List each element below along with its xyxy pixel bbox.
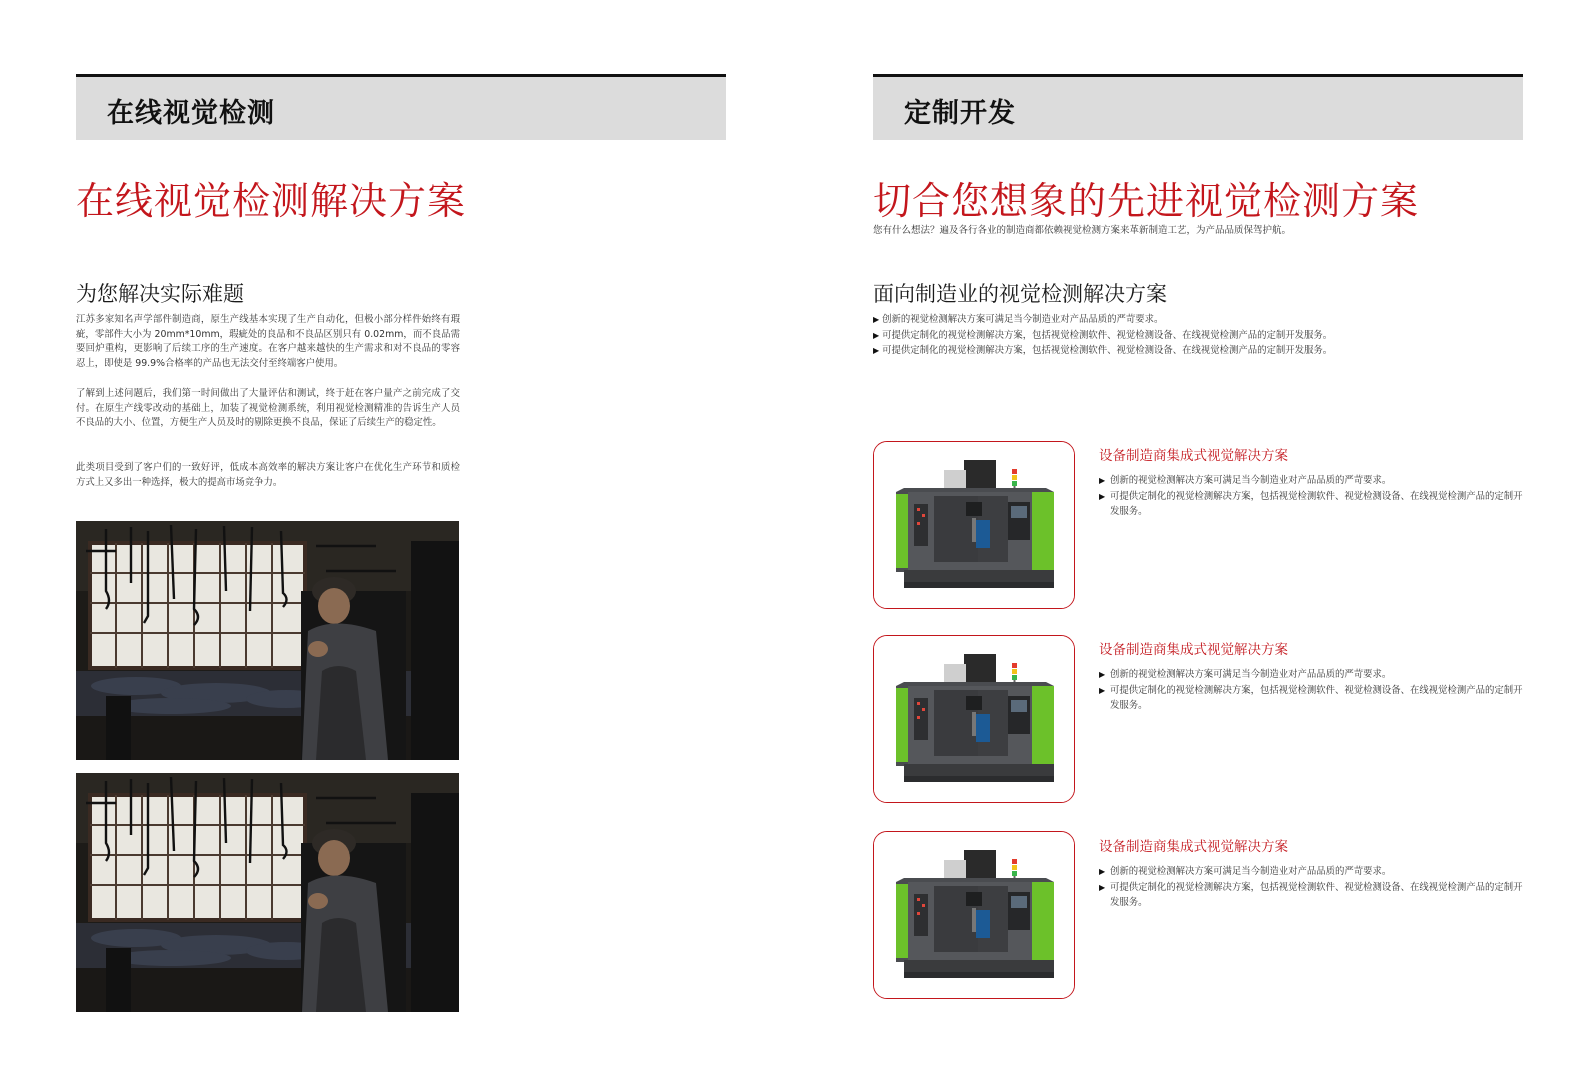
list-item <box>1099 880 1523 911</box>
list-item <box>1099 864 1523 880</box>
intro-text: 您有什么想法？遍及各行各业的制造商都依赖视觉检测方案来革新制造工艺，为产品品质保驾护航。 <box>873 225 1292 236</box>
card-title: 设备制造商集成式视觉解决方案 <box>1099 642 1288 658</box>
cnc-machine-image <box>874 442 1074 608</box>
list-item <box>873 312 1523 328</box>
list-item <box>1099 683 1523 714</box>
machine-image-card <box>873 635 1075 803</box>
bullet-text: 可提供定制化的视觉检测解决方案，包括视觉检测软件、视觉检测设备、在线视觉检测产品的定制开发服务。 <box>1110 881 1523 908</box>
paragraph: 江苏多家知名声学部件制造商，原生产线基本实现了生产自动化，但极小部分样件始终有瑕疵，零部件大小为 20mm*10mm，瑕疵处的良品和不良品区别只有 0.02mm，而不良品需要回炉重构，更影响了后续工序的生产速度。在客户越来越快的生产需求和对不良品的零容忍上，即使是 99.9%合格率的产品也无法交付至终端客户使用。 <box>76 314 460 369</box>
list-item <box>873 328 1523 344</box>
bullet-text: 创新的视觉检测解决方案可满足当今制造业对产品品质的严苛要求。 <box>882 314 1164 325</box>
section-header <box>76 74 726 140</box>
list-item <box>873 343 1523 359</box>
list-item <box>1099 489 1523 520</box>
subheading: 为您解决实际难题 <box>76 282 244 306</box>
card-text <box>1099 444 1523 520</box>
triangle-bullet-icon: ▶ <box>873 346 880 355</box>
list-item <box>1099 473 1523 489</box>
paragraph-block <box>76 461 460 490</box>
triangle-bullet-icon: ▶ <box>873 315 880 324</box>
section-header <box>873 74 1523 140</box>
bullet-text: 创新的视觉检测解决方案可满足当今制造业对产品品质的严苛要求。 <box>1110 866 1392 877</box>
bullet-text: 创新的视觉检测解决方案可满足当今制造业对产品品质的严苛要求。 <box>1110 475 1392 486</box>
card-text <box>1099 835 1523 911</box>
main-title: 切合您想象的先进视觉检测方案 <box>873 179 1420 223</box>
machine-image-card <box>873 441 1075 609</box>
paragraph: 了解到上述问题后，我们第一时间做出了大量评估和测试，终于赶在客户量产之前完成了交付。在原生产线零改动的基础上，加装了视觉检测系统，利用视觉检测精准的告诉生产人员不良品的大小、位置，方便生产人员及时的剔除更换不良品，保证了后续生产的稳定性。 <box>76 388 460 428</box>
workshop-image <box>76 773 459 1012</box>
bullet-text: 可提供定制化的视觉检测解决方案，包括视觉检测软件、视觉检测设备、在线视觉检测产品的定制开发服务。 <box>882 345 1333 356</box>
triangle-bullet-icon: ▶ <box>1099 867 1106 876</box>
paragraph: 此类项目受到了客户们的一致好评，低成本高效率的解决方案让客户在优化生产环节和质检方式上又多出一种选择，极大的提高市场竞争力。 <box>76 462 460 488</box>
triangle-bullet-icon: ▶ <box>873 330 880 340</box>
bullet-text: 可提供定制化的视觉检测解决方案，包括视觉检测软件、视觉检测设备、在线视觉检测产品的定制开发服务。 <box>1110 490 1523 517</box>
machine-image-card <box>873 831 1075 999</box>
workshop-photo <box>76 773 459 1012</box>
paragraph-block <box>76 313 460 371</box>
cnc-machine-image <box>874 636 1074 802</box>
bullet-text: 创新的视觉检测解决方案可满足当今制造业对产品品质的严苛要求。 <box>1110 669 1392 680</box>
card-title: 设备制造商集成式视觉解决方案 <box>1099 448 1288 464</box>
list-item <box>1099 667 1523 683</box>
triangle-bullet-icon: ▶ <box>1099 882 1106 892</box>
bullet-text: 可提供定制化的视觉检测解决方案，包括视觉检测软件、视觉检测设备、在线视觉检测产品的定制开发服务。 <box>882 329 1333 341</box>
triangle-bullet-icon: ▶ <box>1099 476 1106 485</box>
section-title: 定制开发 <box>904 98 1016 129</box>
section-title: 在线视觉检测 <box>107 98 275 129</box>
triangle-bullet-icon: ▶ <box>1099 670 1106 679</box>
workshop-image <box>76 521 459 760</box>
triangle-bullet-icon: ▶ <box>1099 685 1106 695</box>
card-text <box>1099 638 1523 714</box>
workshop-photo <box>76 521 459 760</box>
bullet-text: 可提供定制化的视觉检测解决方案，包括视觉检测软件、视觉检测设备、在线视觉检测产品的定制开发服务。 <box>1110 684 1523 711</box>
bullet-list <box>873 312 1523 359</box>
card-title: 设备制造商集成式视觉解决方案 <box>1099 839 1288 855</box>
paragraph-block <box>76 387 460 431</box>
subheading: 面向制造业的视觉检测解决方案 <box>873 282 1167 306</box>
cnc-machine-image <box>874 832 1074 998</box>
main-title: 在线视觉检测解决方案 <box>76 179 467 223</box>
triangle-bullet-icon: ▶ <box>1099 491 1106 501</box>
